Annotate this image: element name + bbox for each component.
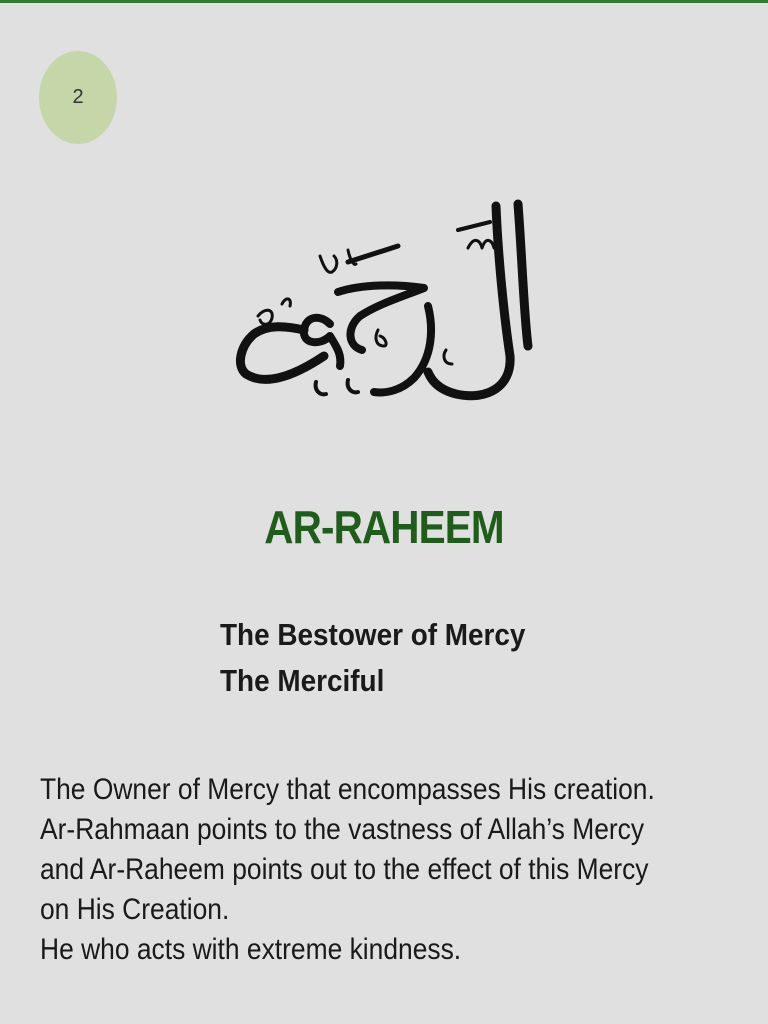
description-line: and Ar-Raheem points out to the effect of this Mercy: [40, 853, 649, 886]
name-transliteration: AR-RAHEEM: [264, 501, 504, 553]
description-text: [40, 770, 726, 970]
meanings-list: [220, 612, 525, 704]
description-line: He who acts with extreme kindness.: [40, 933, 462, 966]
description-line: on His Creation.: [40, 893, 230, 926]
meaning-item: The Bestower of Mercy: [220, 617, 526, 652]
description-line: The Owner of Mercy that encompasses His creation.: [40, 773, 655, 806]
top-accent-bar: [0, 0, 768, 3]
name-number: 2: [72, 86, 84, 108]
description-line: Ar-Rahmaan points to the vastness of Allah’s Mercy: [40, 813, 645, 846]
meaning-item: The Merciful: [220, 663, 385, 698]
arabic-calligraphy: [228, 196, 540, 418]
name-number-badge: [39, 51, 117, 144]
